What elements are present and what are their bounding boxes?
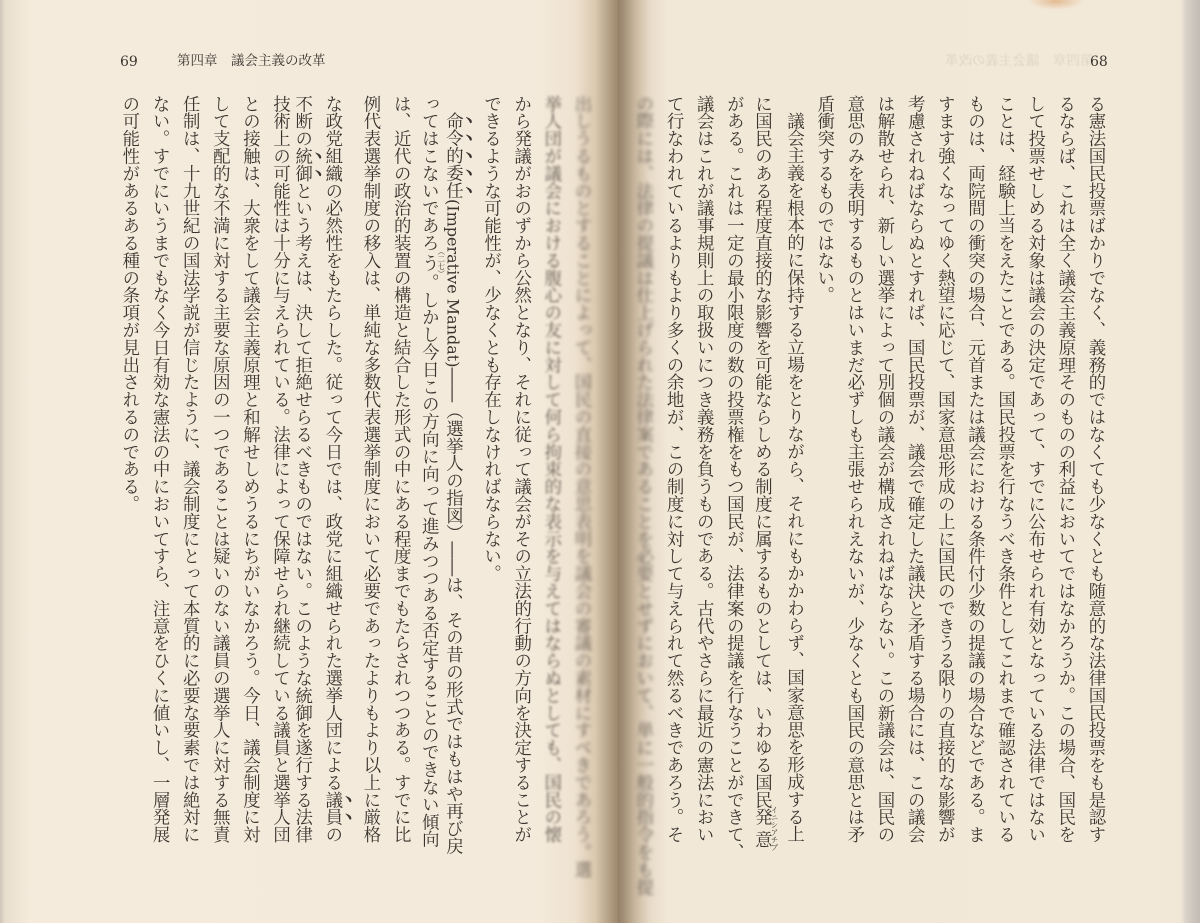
paper-stain xyxy=(1028,0,1084,10)
text-column: の可能性があるある種の条項が見出されるのである。 xyxy=(118,95,139,513)
text-column xyxy=(748,95,778,855)
page-number: 68 xyxy=(1090,54,1108,70)
column-text: ってはこないであろ xyxy=(418,95,439,252)
latin-term: (Imperative Mandat) xyxy=(443,199,463,368)
column-text: 不断の xyxy=(291,95,312,148)
bleed-through-header: 第四章 議会主義の改革 xyxy=(945,53,1094,69)
text-column xyxy=(442,95,475,856)
text-column: て行なわれているよりもより多くの余地が、この制度に対して与えられて然るべきであろう。そ xyxy=(663,95,684,844)
text-column: は、近代の政治的装置の構造と結合した形式の中にある程度までもたらされつつある。すでに比 xyxy=(390,95,411,844)
text-column: がある。これは一定の最小限度の数の投票権をもつ国民が、法律案の提議を行なうことができて、 xyxy=(723,95,744,861)
page-number: 69 xyxy=(120,54,138,70)
column-text: に国民のある程度直接的な影響を可能ならしめる制度に属するものとしては、いわゆる国民 xyxy=(751,95,772,809)
text-column: 技術上の可能性は十分に与えられている。法律によって保障せられ継続している議員と選挙人団 xyxy=(269,95,290,844)
right-page xyxy=(618,0,1200,923)
column-text: の xyxy=(321,825,342,844)
text-column: 議会主義を根本的に保持する立場をとりながら、それにもかかわらず、国家意思を形成する上 xyxy=(783,112,804,844)
text-column: 盾衝突するものではない。 xyxy=(813,95,834,304)
text-column: との接触は、大衆をして議会主義原理と和解せしめうるにちがいなかろう。今日、議会制度に対 xyxy=(239,95,260,844)
text-column: ない。すでにいうまでもなく今日有効な憲法の中においてすら、注意をひくに値いし、一層発展 xyxy=(149,95,170,844)
column-text: ――（選挙人の指図）――は、その昔の形式ではもはや再び戻 xyxy=(442,367,463,856)
text-column xyxy=(321,95,355,855)
text-column: して支配的な不満に対する主要な原因の一つであることは疑いのない議員の選挙人に対する無責 xyxy=(209,95,230,844)
note-marker: （二七） xyxy=(436,247,446,278)
text-column: るならば、これは全く議会主義原理そのものの利益においてではなかろうか。この場合、国民を xyxy=(1054,95,1075,844)
ruby-reading: イニシアチブ xyxy=(769,805,779,851)
emphasized-term: 命令的委任 xyxy=(442,112,463,200)
body-text xyxy=(628,95,1110,896)
column-text: な政党組織の必然性をもたらした。従って今日では、政党に組織せられた選挙人団による xyxy=(321,95,342,791)
text-column: は解散せられ、新しい選挙によって別個の議会が構成されねばならない。この新議会は、国民の xyxy=(874,95,894,844)
text-column-blurred: 出しうるものとすることによって、国民の直接の意思表明を議会の審議の素材にすべきであろう。選 xyxy=(570,95,591,878)
ruby-annotation: 発意イニシアチブ xyxy=(751,805,779,851)
text-column xyxy=(415,95,445,855)
text-column-blurred: 挙人団が議会における腹心の友に対して何ら拘束的な表示を与えてはならぬとしても、国民の懐 xyxy=(540,95,561,844)
text-column: 意思のみを表明するものとはいまだ必ずしも主張せられえないが、少なくとも国民の意思とは矛 xyxy=(843,95,864,844)
emphasized-term: 議員 xyxy=(321,791,342,826)
column-text: という考えは、決して拒絶せらるべきものではない。このような統御を遂行する法律 xyxy=(291,182,312,844)
note-reference: う（二七） xyxy=(418,247,446,278)
emphasized-term: 統御 xyxy=(291,147,312,183)
text-column: 議会はこれが議事規則上の取扱いにつき義務を負うものである。古代やさらに最近の憲法におい xyxy=(693,95,714,844)
text-column: すます強くなってゆく熱望に応じて、国家意思形成の上に国民のできうる限りの直接的な影響が xyxy=(934,95,955,844)
column-text: 。しかし今日この方向に向って進みつつある否定することのできない傾向 xyxy=(418,273,439,848)
text-column: 考慮されねばならぬとすれば、国民投票が、議会で確定した議決と矛盾する場合には、この議会 xyxy=(904,95,925,844)
text-column: 任制は、十九世紀の国法学説が信じたように、議会制度にとって本質的に必要な要素では絶対に xyxy=(179,95,200,844)
text-column: る憲法国民投票ばかりでなく、義務的ではなくても少なくとも随意的な法律国民投票をも是認す xyxy=(1084,95,1105,844)
text-column: ことは、経験上当をえたことである。国民投票を行なうべき条件としてこれまで確認されている xyxy=(994,95,1015,844)
text-column: ものは、両院間の衝突の場合、元首または議会における条件付少数の提議の場合などである。ま xyxy=(964,95,985,844)
text-column-blurred: の際には、法律の提議は仕上げられた法律案であることを必要とせずにおいて、単に一般的指令をも提 xyxy=(632,95,653,896)
text-column: 例代表選挙制度の移入は、単純な多数代表選挙制度において必要であったよりもより以上に厳格 xyxy=(360,95,380,844)
body-text xyxy=(114,95,596,878)
text-column: できるような可能性が、少なくとも存在しなければならない。 xyxy=(480,95,501,583)
text-column: して投票せしめる対象は議会の決定であって、すでに公布せられ有効となっている法律ではない xyxy=(1024,95,1045,844)
text-column: から発議がおのずから公然となり、それに従って議会がその立法的行動の方向を決定することが xyxy=(510,95,531,844)
running-head: 第四章 議会主義の改革 xyxy=(177,53,326,69)
